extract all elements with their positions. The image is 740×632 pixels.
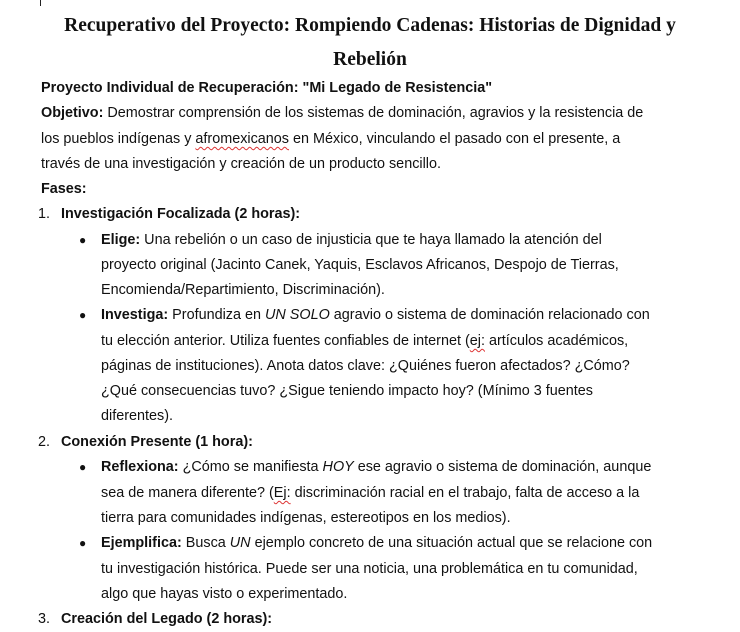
phase-1-bullet-1-line-3: Encomienda/Repartimiento, Discriminación). [101,282,385,298]
bullet-icon: ● [79,536,87,550]
text-cursor [40,0,41,6]
phase-1-bullet-2-line-4: ¿Qué consecuencias tuvo? ¿Sigue teniendo impacto hoy? (Mínimo 3 fuentes [101,383,593,399]
title-line-1: Recuperativo del Proyecto: Rompiendo Cadenas: Historias de Dignidad y [64,15,676,36]
title-line-2: Rebelión [333,49,407,70]
objetivo-label: Objetivo: [41,105,104,121]
phase-3-number: 3. [38,611,51,627]
phase-2-number: 2. [38,434,51,450]
subtitle-text: Proyecto Individual de Recuperación: "Mi Legado de Resistencia" [41,80,493,96]
phase-2-bullet-2-line-1: Ejemplifica: Busca UN ejemplo concreto de una situación actual que se relacione con [101,535,653,551]
spelling-error-mark: afromexicanos [195,131,289,147]
phase-2-bullet-1-line-1: Reflexiona: ¿Cómo se manifiesta HOY ese agravio o sistema de dominación, aunque [101,459,652,475]
fases-heading: Fases: [41,181,87,197]
objetivo-line-2: los pueblos indígenas y afromexicanos en México, vinculando el pasado con el presente, a [41,131,621,147]
subtitle [41,76,492,101]
phase-2-bullet-2-line-3: algo que hayas visto o experimentado. [101,586,348,602]
bullet-icon: ● [79,233,87,247]
phase-2-bullet-1-line-2: sea de manera diferente? (Ej: discriminación racial en el trabajo, falta de acceso a la [101,485,640,501]
phase-1-bullet-2-line-3: páginas de instituciones). Anota datos clave: ¿Quiénes fueron afectados? ¿Cómo? [101,358,630,374]
document-title [0,9,740,77]
phase-2-title: Conexión Presente (1 hora): [61,434,253,450]
phase-1-bullet-1-line-1: Elige: Una rebelión o un caso de injusticia que te haya llamado la atención del [101,232,602,248]
spelling-error-mark: ej: [469,333,485,349]
bullet-icon: ● [79,460,87,474]
objetivo-line-3: través de una investigación y creación de un producto sencillo. [41,156,441,172]
phase-1-bullet-1-line-2: proyecto original (Jacinto Canek, Yaquis, Esclavos Africanos, Despojo de Tierras, [101,257,619,273]
objetivo-line-1: Objetivo: Demostrar comprensión de los sistemas de dominación, agravios y la resistencia de [41,105,644,121]
phase-1-bullet-2-line-1: Investiga: Profundiza en UN SOLO agravio o sistema de dominación relacionado con [101,307,650,323]
phase-2-bullet-1-line-3: tierra para comunidades indígenas, estereotipos en los medios). [101,510,511,526]
bullet-icon: ● [79,308,87,322]
spelling-error-mark: Ej: [273,485,291,501]
phase-1-number: 1. [38,206,51,222]
phase-1-bullet-2-line-2: tu elección anterior. Utiliza fuentes confiables de internet (ej: artículos académicos, [101,333,629,349]
phase-2-bullet-2-line-2: tu investigación histórica. Puede ser una noticia, una problemática en tu comunidad, [101,561,638,577]
phase-1-bullet-2-line-5: diferentes). [101,408,173,424]
phase-3-title: Creación del Legado (2 horas): [61,611,273,627]
phase-1-title: Investigación Focalizada (2 horas): [61,206,301,222]
